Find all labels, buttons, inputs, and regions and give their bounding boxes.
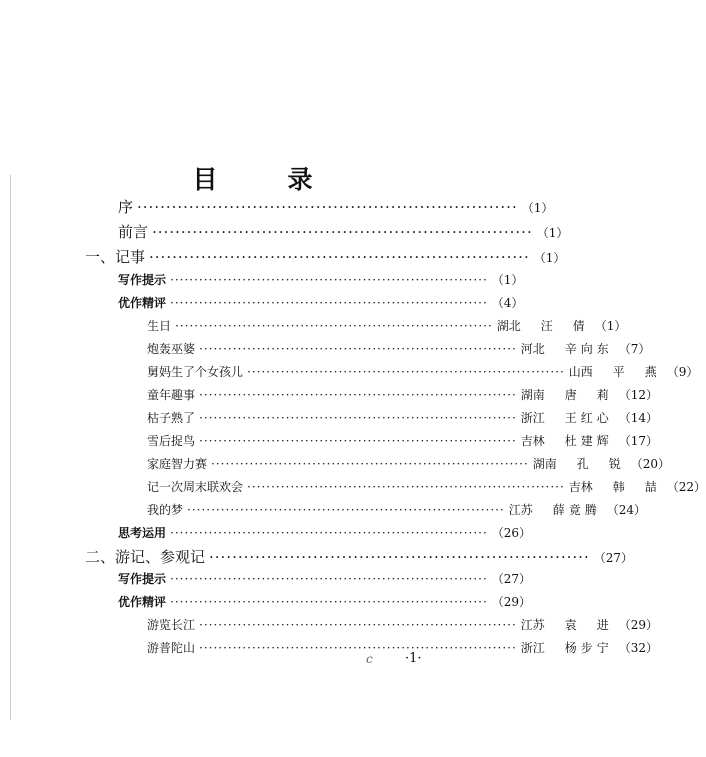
- leader-dots: ··································································: [170, 296, 488, 310]
- leader-dots: ··································································: [199, 342, 517, 356]
- toc-subsection[interactable]: [118, 524, 532, 541]
- toc-entry-label: 前言: [118, 223, 149, 241]
- article-title: 枯子熟了: [147, 411, 196, 425]
- toc-section[interactable]: [85, 546, 633, 567]
- page-edge-line: [10, 175, 11, 720]
- article-province: 吉林: [520, 434, 545, 448]
- article-title: 记一次周末联欢会: [147, 480, 244, 494]
- toc-entry-page: （29）: [491, 595, 532, 609]
- toc-entry-page: （1）: [521, 201, 554, 215]
- article-province: 江苏: [508, 503, 533, 517]
- article-province: 湖南: [520, 388, 545, 402]
- toc-entry-page: （20）: [630, 457, 671, 471]
- leader-dots: ··································································: [247, 480, 565, 494]
- toc-entry-page: （9）: [666, 365, 699, 379]
- leader-dots: ··································································: [199, 411, 517, 425]
- toc-entry-page: （17）: [618, 434, 659, 448]
- article-author: 薛竟腾: [552, 503, 601, 517]
- article-province: 浙江: [520, 411, 545, 425]
- leader-dots: ··································································: [187, 503, 505, 517]
- leader-dots: ··································································: [211, 457, 529, 471]
- toc-entry-page: （27）: [593, 551, 633, 565]
- toc-article[interactable]: [147, 616, 659, 633]
- toc-article[interactable]: [147, 409, 659, 426]
- article-author: 汪 倩: [540, 319, 589, 333]
- leader-dots: ··································································: [170, 273, 488, 287]
- toc-subsection-label: 优作精评: [118, 296, 167, 310]
- article-title: 游览长江: [147, 618, 196, 632]
- leader-dots: ··································································: [175, 319, 493, 333]
- leader-dots: ··································································: [209, 548, 590, 566]
- toc-entry-page: （26）: [491, 526, 532, 540]
- toc-entry[interactable]: [118, 196, 554, 217]
- toc-article[interactable]: [147, 501, 647, 518]
- toc-entry-label: 序: [118, 198, 134, 216]
- article-title: 雪后捉鸟: [147, 434, 196, 448]
- toc-entry-page: （24）: [606, 503, 647, 517]
- article-author: 王红心: [564, 411, 613, 425]
- toc-entry-page: （22）: [666, 480, 706, 494]
- toc-article[interactable]: [147, 340, 651, 357]
- article-province: 山西: [568, 365, 593, 379]
- toc-subsection-label: 优作精评: [118, 595, 167, 609]
- toc-section-label: 二、游记、参观记: [85, 548, 206, 566]
- leader-dots: ··································································: [170, 572, 488, 586]
- article-author: 袁 进: [564, 618, 613, 632]
- toc-entry-page: （1）: [594, 319, 627, 333]
- toc-subsection-label: 写作提示: [118, 572, 167, 586]
- toc-subsection-label: 写作提示: [118, 273, 167, 287]
- pen-mark: c: [366, 652, 373, 666]
- leader-dots: ··································································: [137, 198, 518, 216]
- leader-dots: ··································································: [199, 641, 517, 655]
- toc-article[interactable]: [147, 386, 659, 403]
- article-author: 韩 喆: [612, 480, 661, 494]
- toc-subsection[interactable]: [118, 294, 524, 311]
- page-number: ·1·: [405, 651, 422, 666]
- article-province: 河北: [520, 342, 545, 356]
- toc-subsection[interactable]: [118, 593, 532, 610]
- leader-dots: ··································································: [199, 618, 517, 632]
- toc-section-label: 一、记事: [85, 248, 146, 266]
- toc-entry-page: （1）: [536, 226, 569, 240]
- article-author: 杜建辉: [564, 434, 613, 448]
- toc-subsection[interactable]: [118, 271, 524, 288]
- article-title: 炮轰巫婆: [147, 342, 196, 356]
- toc-entry[interactable]: [118, 221, 569, 242]
- toc-entry-page: （1）: [533, 251, 566, 265]
- article-author: 孔 锐: [576, 457, 625, 471]
- article-province: 吉林: [568, 480, 593, 494]
- toc-entry-page: （1）: [491, 273, 524, 287]
- leader-dots: ··································································: [152, 223, 533, 241]
- toc-article[interactable]: [147, 455, 671, 472]
- toc-subsection-label: 思考运用: [118, 526, 167, 540]
- article-author: 杨步宁: [564, 641, 613, 655]
- toc-entry-page: （4）: [491, 296, 524, 310]
- toc-entry-page: （32）: [618, 641, 659, 655]
- toc-article[interactable]: [147, 317, 627, 334]
- toc-entry-page: （14）: [618, 411, 659, 425]
- toc-entry-page: （12）: [618, 388, 659, 402]
- toc-entry-page: （7）: [618, 342, 651, 356]
- article-title: 我的梦: [147, 503, 184, 517]
- toc-article[interactable]: [147, 478, 706, 495]
- article-author: 唐 莉: [564, 388, 613, 402]
- toc-entry-page: （27）: [491, 572, 532, 586]
- toc-title: [0, 160, 505, 196]
- article-title: 家庭智力赛: [147, 457, 208, 471]
- toc-title-right-char: 录: [287, 165, 313, 194]
- leader-dots: ··································································: [247, 365, 565, 379]
- toc-section[interactable]: [85, 246, 566, 267]
- article-title: 游普陀山: [147, 641, 196, 655]
- article-province: 浙江: [520, 641, 545, 655]
- toc-subsection[interactable]: [118, 570, 532, 587]
- article-author: 平 燕: [612, 365, 661, 379]
- toc-entry-page: （29）: [618, 618, 659, 632]
- leader-dots: ··································································: [170, 595, 488, 609]
- leader-dots: ··································································: [199, 434, 517, 448]
- leader-dots: ··································································: [149, 248, 530, 266]
- toc-article[interactable]: [147, 363, 699, 380]
- article-title: 童年趣事: [147, 388, 196, 402]
- article-province: 湖南: [532, 457, 557, 471]
- leader-dots: ··································································: [199, 388, 517, 402]
- article-province: 湖北: [496, 319, 521, 333]
- article-title: 生日: [147, 319, 172, 333]
- article-title: 舅妈生了个女孩儿: [147, 365, 244, 379]
- toc-title-left-char: 目: [192, 165, 218, 194]
- leader-dots: ··································································: [170, 526, 488, 540]
- article-province: 江苏: [520, 618, 545, 632]
- article-author: 辛向东: [564, 342, 613, 356]
- toc-article[interactable]: [147, 432, 659, 449]
